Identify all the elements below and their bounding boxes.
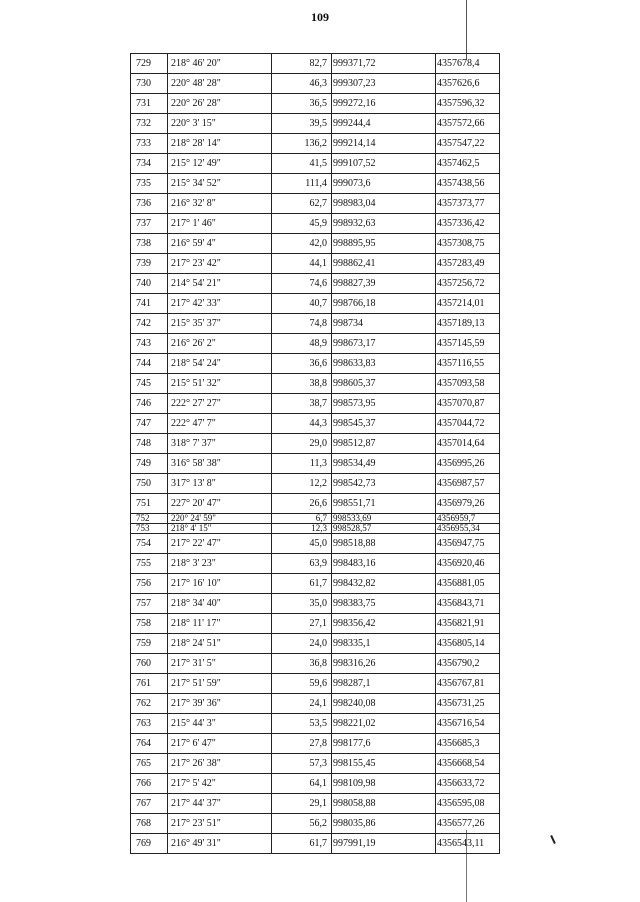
x-coordinate-cell: 998932,63 [332,214,436,234]
y-coordinate-cell: 4357462,5 [436,154,500,174]
distance-cell: 35,0 [272,594,332,614]
point-number-cell: 755 [131,554,168,574]
distance-cell: 24,1 [272,694,332,714]
direction-angle-cell: 218° 46' 20" [168,54,272,74]
y-coordinate-cell: 4357438,56 [436,174,500,194]
table-row [131,634,500,654]
table-row [131,74,500,94]
y-coordinate-cell: 4357336,42 [436,214,500,234]
x-coordinate-cell: 998335,1 [332,634,436,654]
direction-angle-cell: 216° 26' 2" [168,334,272,354]
x-coordinate-cell: 998035,86 [332,814,436,834]
y-coordinate-cell: 4357145,59 [436,334,500,354]
point-number-cell: 763 [131,714,168,734]
distance-cell: 29,0 [272,434,332,454]
table-row [131,54,500,74]
distance-cell: 36,6 [272,354,332,374]
distance-cell: 111,4 [272,174,332,194]
point-number-cell: 751 [131,494,168,514]
distance-cell: 29,1 [272,794,332,814]
point-number-cell: 746 [131,394,168,414]
point-number-cell: 758 [131,614,168,634]
direction-angle-cell: 222° 47' 7" [168,414,272,434]
y-coordinate-cell: 4356920,46 [436,554,500,574]
x-coordinate-cell: 998633,83 [332,354,436,374]
point-number-cell: 764 [131,734,168,754]
x-coordinate-cell: 998545,37 [332,414,436,434]
point-number-cell: 733 [131,134,168,154]
point-number-cell: 732 [131,114,168,134]
distance-cell: 12,2 [272,474,332,494]
point-number-cell: 765 [131,754,168,774]
y-coordinate-cell: 4357547,22 [436,134,500,154]
point-number-cell: 742 [131,314,168,334]
direction-angle-cell: 318° 7' 37" [168,434,272,454]
distance-cell: 27,8 [272,734,332,754]
direction-angle-cell: 217° 42' 33" [168,294,272,314]
x-coordinate-cell: 998287,1 [332,674,436,694]
direction-angle-cell: 220° 48' 28" [168,74,272,94]
x-coordinate-cell: 998356,42 [332,614,436,634]
table-row [131,474,500,494]
x-coordinate-cell: 998573,95 [332,394,436,414]
direction-angle-cell: 218° 4' 15" [168,524,272,534]
y-coordinate-cell: 4357070,87 [436,394,500,414]
table-row [131,734,500,754]
distance-cell: 82,7 [272,54,332,74]
distance-cell: 42,0 [272,234,332,254]
point-number-cell: 750 [131,474,168,494]
distance-cell: 57,3 [272,754,332,774]
direction-angle-cell: 316° 58' 38" [168,454,272,474]
point-number-cell: 743 [131,334,168,354]
x-coordinate-cell: 998518,88 [332,534,436,554]
distance-cell: 48,9 [272,334,332,354]
x-coordinate-cell: 998432,82 [332,574,436,594]
point-number-cell: 760 [131,654,168,674]
distance-cell: 61,7 [272,574,332,594]
y-coordinate-cell: 4356995,26 [436,454,500,474]
distance-cell: 46,3 [272,74,332,94]
distance-cell: 74,6 [272,274,332,294]
y-coordinate-cell: 4356543,11 [436,834,500,854]
y-coordinate-cell: 4356633,72 [436,774,500,794]
direction-angle-cell: 218° 54' 24" [168,354,272,374]
distance-cell: 74,8 [272,314,332,334]
table-row [131,334,500,354]
table-row [131,134,500,154]
point-number-cell: 759 [131,634,168,654]
x-coordinate-cell: 999371,72 [332,54,436,74]
table-row [131,454,500,474]
x-coordinate-cell: 998734 [332,314,436,334]
y-coordinate-cell: 4357014,64 [436,434,500,454]
direction-angle-cell: 215° 12' 49" [168,154,272,174]
distance-cell: 38,7 [272,394,332,414]
x-coordinate-cell: 998512,87 [332,434,436,454]
direction-angle-cell: 217° 22' 47" [168,534,272,554]
y-coordinate-cell: 4357256,72 [436,274,500,294]
direction-angle-cell: 217° 23' 42" [168,254,272,274]
y-coordinate-cell: 4357189,13 [436,314,500,334]
y-coordinate-cell: 4356577,26 [436,814,500,834]
point-number-cell: 741 [131,294,168,314]
x-coordinate-cell: 998862,41 [332,254,436,274]
point-number-cell: 729 [131,54,168,74]
x-coordinate-cell: 998533,69 [332,514,436,524]
y-coordinate-cell: 4356843,71 [436,594,500,614]
table-row [131,94,500,114]
distance-cell: 24,0 [272,634,332,654]
distance-cell: 39,5 [272,114,332,134]
distance-cell: 56,2 [272,814,332,834]
point-number-cell: 766 [131,774,168,794]
y-coordinate-cell: 4357214,01 [436,294,500,314]
scan-mark [550,835,556,844]
table-row [131,614,500,634]
direction-angle-cell: 222° 27' 27" [168,394,272,414]
y-coordinate-cell: 4356790,2 [436,654,500,674]
distance-cell: 59,6 [272,674,332,694]
x-coordinate-cell: 999073,6 [332,174,436,194]
point-number-cell: 734 [131,154,168,174]
y-coordinate-cell: 4357596,32 [436,94,500,114]
y-coordinate-cell: 4356987,57 [436,474,500,494]
distance-cell: 40,7 [272,294,332,314]
point-number-cell: 767 [131,794,168,814]
point-number-cell: 762 [131,694,168,714]
point-number-cell: 769 [131,834,168,854]
table-row [131,514,500,524]
distance-cell: 36,5 [272,94,332,114]
direction-angle-cell: 218° 3' 23" [168,554,272,574]
y-coordinate-cell: 4357626,6 [436,74,500,94]
table-row [131,434,500,454]
table-row [131,174,500,194]
table-row [131,154,500,174]
x-coordinate-cell: 998827,39 [332,274,436,294]
point-number-cell: 753 [131,524,168,534]
point-number-cell: 768 [131,814,168,834]
distance-cell: 27,1 [272,614,332,634]
y-coordinate-cell: 4356685,3 [436,734,500,754]
direction-angle-cell: 217° 16' 10" [168,574,272,594]
y-coordinate-cell: 4357044,72 [436,414,500,434]
direction-angle-cell: 220° 3' 15" [168,114,272,134]
table-row [131,394,500,414]
table-row [131,274,500,294]
y-coordinate-cell: 4356731,25 [436,694,500,714]
table-row [131,534,500,554]
distance-cell: 136,2 [272,134,332,154]
distance-cell: 38,8 [272,374,332,394]
table-row [131,374,500,394]
point-number-cell: 748 [131,434,168,454]
table-row [131,774,500,794]
table-row [131,214,500,234]
distance-cell: 41,5 [272,154,332,174]
x-coordinate-cell: 999307,23 [332,74,436,94]
point-number-cell: 735 [131,174,168,194]
direction-angle-cell: 216° 49' 31" [168,834,272,854]
distance-cell: 26,6 [272,494,332,514]
direction-angle-cell: 217° 6' 47" [168,734,272,754]
x-coordinate-cell: 998534,49 [332,454,436,474]
y-coordinate-cell: 4357308,75 [436,234,500,254]
y-coordinate-cell: 4356955,34 [436,524,500,534]
table-row [131,674,500,694]
x-coordinate-cell: 998058,88 [332,794,436,814]
y-coordinate-cell: 4356767,81 [436,674,500,694]
table-row [131,754,500,774]
point-number-cell: 738 [131,234,168,254]
direction-angle-cell: 217° 1' 46" [168,214,272,234]
y-coordinate-cell: 4357678,4 [436,54,500,74]
direction-angle-cell: 217° 5' 42" [168,774,272,794]
distance-cell: 45,9 [272,214,332,234]
page-number: 109 [311,10,329,24]
point-number-cell: 752 [131,514,168,524]
direction-angle-cell: 216° 59' 4" [168,234,272,254]
x-coordinate-cell: 998383,75 [332,594,436,614]
table-row [131,834,500,854]
x-coordinate-cell: 998551,71 [332,494,436,514]
table-row [131,314,500,334]
table-row [131,294,500,314]
x-coordinate-cell: 999244,4 [332,114,436,134]
table-row [131,234,500,254]
direction-angle-cell: 218° 24' 51" [168,634,272,654]
x-coordinate-cell: 997991,19 [332,834,436,854]
distance-cell: 36,8 [272,654,332,674]
direction-angle-cell: 215° 34' 52" [168,174,272,194]
margin-rule-top [466,0,467,60]
y-coordinate-cell: 4356881,05 [436,574,500,594]
table-row [131,814,500,834]
direction-angle-cell: 218° 11' 17" [168,614,272,634]
y-coordinate-cell: 4356595,08 [436,794,500,814]
y-coordinate-cell: 4356979,26 [436,494,500,514]
direction-angle-cell: 227° 20' 47" [168,494,272,514]
x-coordinate-cell: 998673,17 [332,334,436,354]
point-number-cell: 736 [131,194,168,214]
distance-cell: 6,7 [272,514,332,524]
x-coordinate-cell: 998177,6 [332,734,436,754]
point-number-cell: 740 [131,274,168,294]
point-number-cell: 761 [131,674,168,694]
x-coordinate-cell: 998240,08 [332,694,436,714]
x-coordinate-cell: 998983,04 [332,194,436,214]
x-coordinate-cell: 998221,02 [332,714,436,734]
x-coordinate-cell: 999107,52 [332,154,436,174]
table-row [131,494,500,514]
table-body [131,54,500,854]
table-row [131,114,500,134]
table-row [131,574,500,594]
y-coordinate-cell: 4356805,14 [436,634,500,654]
direction-angle-cell: 220° 26' 28" [168,94,272,114]
distance-cell: 62,7 [272,194,332,214]
direction-angle-cell: 214° 54' 21" [168,274,272,294]
point-number-cell: 749 [131,454,168,474]
y-coordinate-cell: 4356716,54 [436,714,500,734]
y-coordinate-cell: 4357572,66 [436,114,500,134]
distance-cell: 11,3 [272,454,332,474]
table-row [131,554,500,574]
table-row [131,354,500,374]
distance-cell: 63,9 [272,554,332,574]
table-row [131,254,500,274]
x-coordinate-cell: 998316,26 [332,654,436,674]
distance-cell: 44,1 [272,254,332,274]
x-coordinate-cell: 998155,45 [332,754,436,774]
distance-cell: 61,7 [272,834,332,854]
distance-cell: 44,3 [272,414,332,434]
distance-cell: 45,0 [272,534,332,554]
point-number-cell: 731 [131,94,168,114]
point-number-cell: 754 [131,534,168,554]
x-coordinate-cell: 998483,16 [332,554,436,574]
direction-angle-cell: 216° 32' 8" [168,194,272,214]
direction-angle-cell: 218° 34' 40" [168,594,272,614]
x-coordinate-cell: 998109,98 [332,774,436,794]
direction-angle-cell: 215° 44' 3" [168,714,272,734]
x-coordinate-cell: 999272,16 [332,94,436,114]
direction-angle-cell: 217° 44' 37" [168,794,272,814]
table-row [131,714,500,734]
x-coordinate-cell: 998542,73 [332,474,436,494]
point-number-cell: 739 [131,254,168,274]
direction-angle-cell: 218° 28' 14" [168,134,272,154]
x-coordinate-cell: 998605,37 [332,374,436,394]
y-coordinate-cell: 4356959,7 [436,514,500,524]
direction-angle-cell: 317° 13' 8" [168,474,272,494]
point-number-cell: 745 [131,374,168,394]
y-coordinate-cell: 4357093,58 [436,374,500,394]
point-number-cell: 737 [131,214,168,234]
point-number-cell: 747 [131,414,168,434]
direction-angle-cell: 217° 39' 36" [168,694,272,714]
point-number-cell: 744 [131,354,168,374]
x-coordinate-cell: 998528,57 [332,524,436,534]
table-row [131,794,500,814]
point-number-cell: 756 [131,574,168,594]
direction-angle-cell: 217° 51' 59" [168,674,272,694]
y-coordinate-cell: 4357283,49 [436,254,500,274]
point-number-cell: 757 [131,594,168,614]
direction-angle-cell: 215° 51' 32" [168,374,272,394]
y-coordinate-cell: 4356947,75 [436,534,500,554]
direction-angle-cell: 217° 26' 38" [168,754,272,774]
distance-cell: 64,1 [272,774,332,794]
table-row [131,414,500,434]
direction-angle-cell: 220° 24' 59" [168,514,272,524]
table-row [131,654,500,674]
table-row [131,524,500,534]
x-coordinate-cell: 998895,95 [332,234,436,254]
direction-angle-cell: 215° 35' 37" [168,314,272,334]
y-coordinate-cell: 4357373,77 [436,194,500,214]
coordinates-table [130,53,500,854]
y-coordinate-cell: 4356821,91 [436,614,500,634]
table-row [131,194,500,214]
distance-cell: 12,3 [272,524,332,534]
direction-angle-cell: 217° 23' 51" [168,814,272,834]
direction-angle-cell: 217° 31' 5" [168,654,272,674]
y-coordinate-cell: 4357116,55 [436,354,500,374]
table-row [131,594,500,614]
y-coordinate-cell: 4356668,54 [436,754,500,774]
point-number-cell: 730 [131,74,168,94]
x-coordinate-cell: 998766,18 [332,294,436,314]
table-row [131,694,500,714]
distance-cell: 53,5 [272,714,332,734]
x-coordinate-cell: 999214,14 [332,134,436,154]
